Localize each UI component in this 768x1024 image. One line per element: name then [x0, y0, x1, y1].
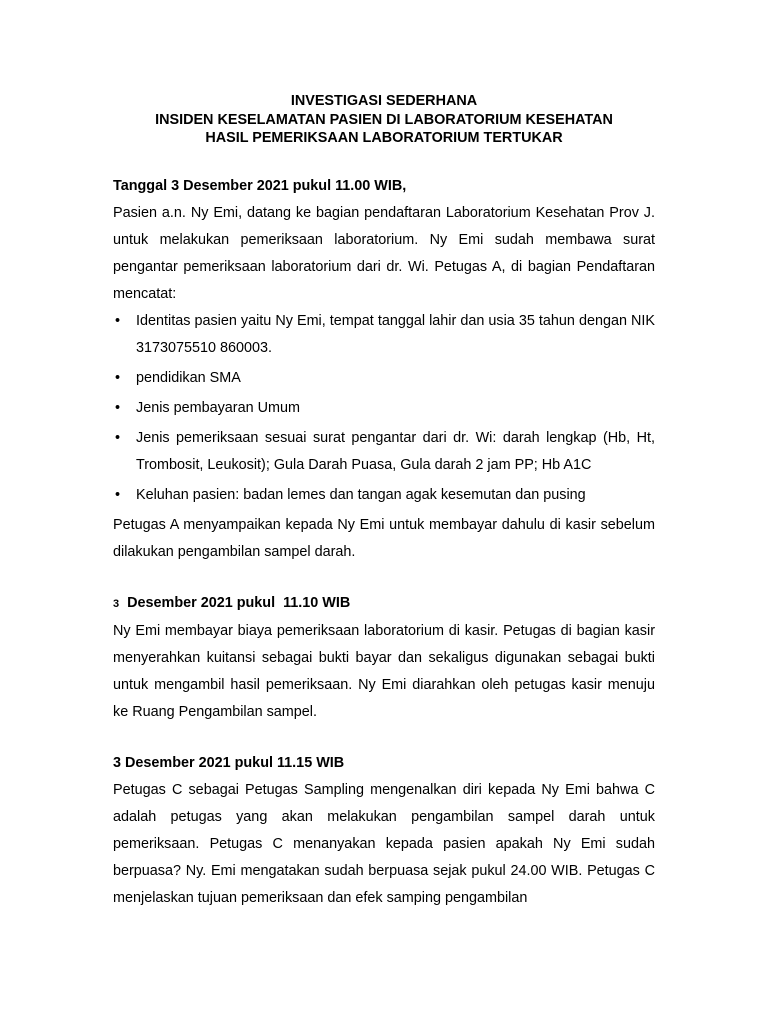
section-heading: Tanggal 3 Desember 2021 pukul 11.00 WIB,	[113, 177, 407, 194]
bullet-icon: •	[115, 369, 121, 386]
bullet-icon: •	[115, 429, 121, 446]
bullet-icon: •	[115, 399, 121, 416]
section-1110	[113, 590, 655, 726]
list-item: • Keluhan pasien: badan lemes dan tangan agak kesemutan dan pusing	[113, 482, 655, 509]
document-title-3: HASIL PEMERIKSAAN LABORATORIUM TERTUKAR	[205, 130, 563, 146]
bullet-icon: •	[115, 486, 121, 503]
bullet-icon: •	[115, 312, 121, 329]
list-item: • Jenis pembayaran Umum	[113, 395, 655, 422]
section-heading: 3 Desember 2021 pukul 11.15 WIB	[113, 754, 345, 771]
section-body: Ny Emi membayar biaya pemeriksaan laboratorium di kasir. Petugas di bagian kasir menyerahkan kuitansi sebagai bukti bayar dan sekaligus digunakan sebagai bukti untuk mengambil hasil pemeriksaan. Ny Emi diarahkan oleh petugas kasir menuju ke Ruang Pengambilan sampel.	[113, 622, 655, 720]
section-body: Petugas C sebagai Petugas Sampling mengenalkan diri kepada Ny Emi bahwa C adalah petugas yang akan melakukan pengambilan sampel darah untuk pemeriksaan. Petugas C menanyakan kepada pasien apakah Ny Emi sudah berpuasa? Ny. Emi mengatakan sudah berpuasa sejak pukul 24.00 WIB. Petugas C menjelaskan tujuan pemeriksaan dan efek samping pengambilan	[113, 781, 655, 906]
registration-list	[113, 308, 655, 509]
list-item: • Jenis pemeriksaan sesuai surat pengantar dari dr. Wi: darah lengkap (Hb, Ht, Trombosit, Leukosit); Gula Darah Puasa, Gula darah 2 jam PP; Hb A1C	[113, 425, 655, 479]
section-heading: 3 Desember 2021 pukul 11.10 WIB	[113, 594, 351, 611]
section-1115	[113, 750, 655, 912]
list-item: • pendidikan SMA	[113, 365, 655, 392]
section-closing: Petugas A menyampaikan kepada Ny Emi untuk membayar dahulu di kasir sebelum dilakukan pengambilan sampel darah.	[113, 516, 655, 560]
document-title-2: INSIDEN KESELAMATAN PASIEN DI LABORATORIUM KESEHATAN	[155, 111, 613, 128]
section-1100	[113, 173, 655, 566]
list-item: • Identitas pasien yaitu Ny Emi, tempat tanggal lahir dan usia 35 tahun dengan NIK 3173075510 860003.	[113, 308, 655, 362]
document-title-1: INVESTIGASI SEDERHANA	[290, 93, 478, 109]
section-intro: Pasien a.n. Ny Emi, datang ke bagian pendaftaran Laboratorium Kesehatan Prov J. untuk melakukan pemeriksaan laboratorium. Ny Emi sudah membawa surat pengantar pemeriksaan laboratorium dari dr. Wi. Petugas A, di bagian Pendaftaran mencatat:	[113, 204, 655, 302]
